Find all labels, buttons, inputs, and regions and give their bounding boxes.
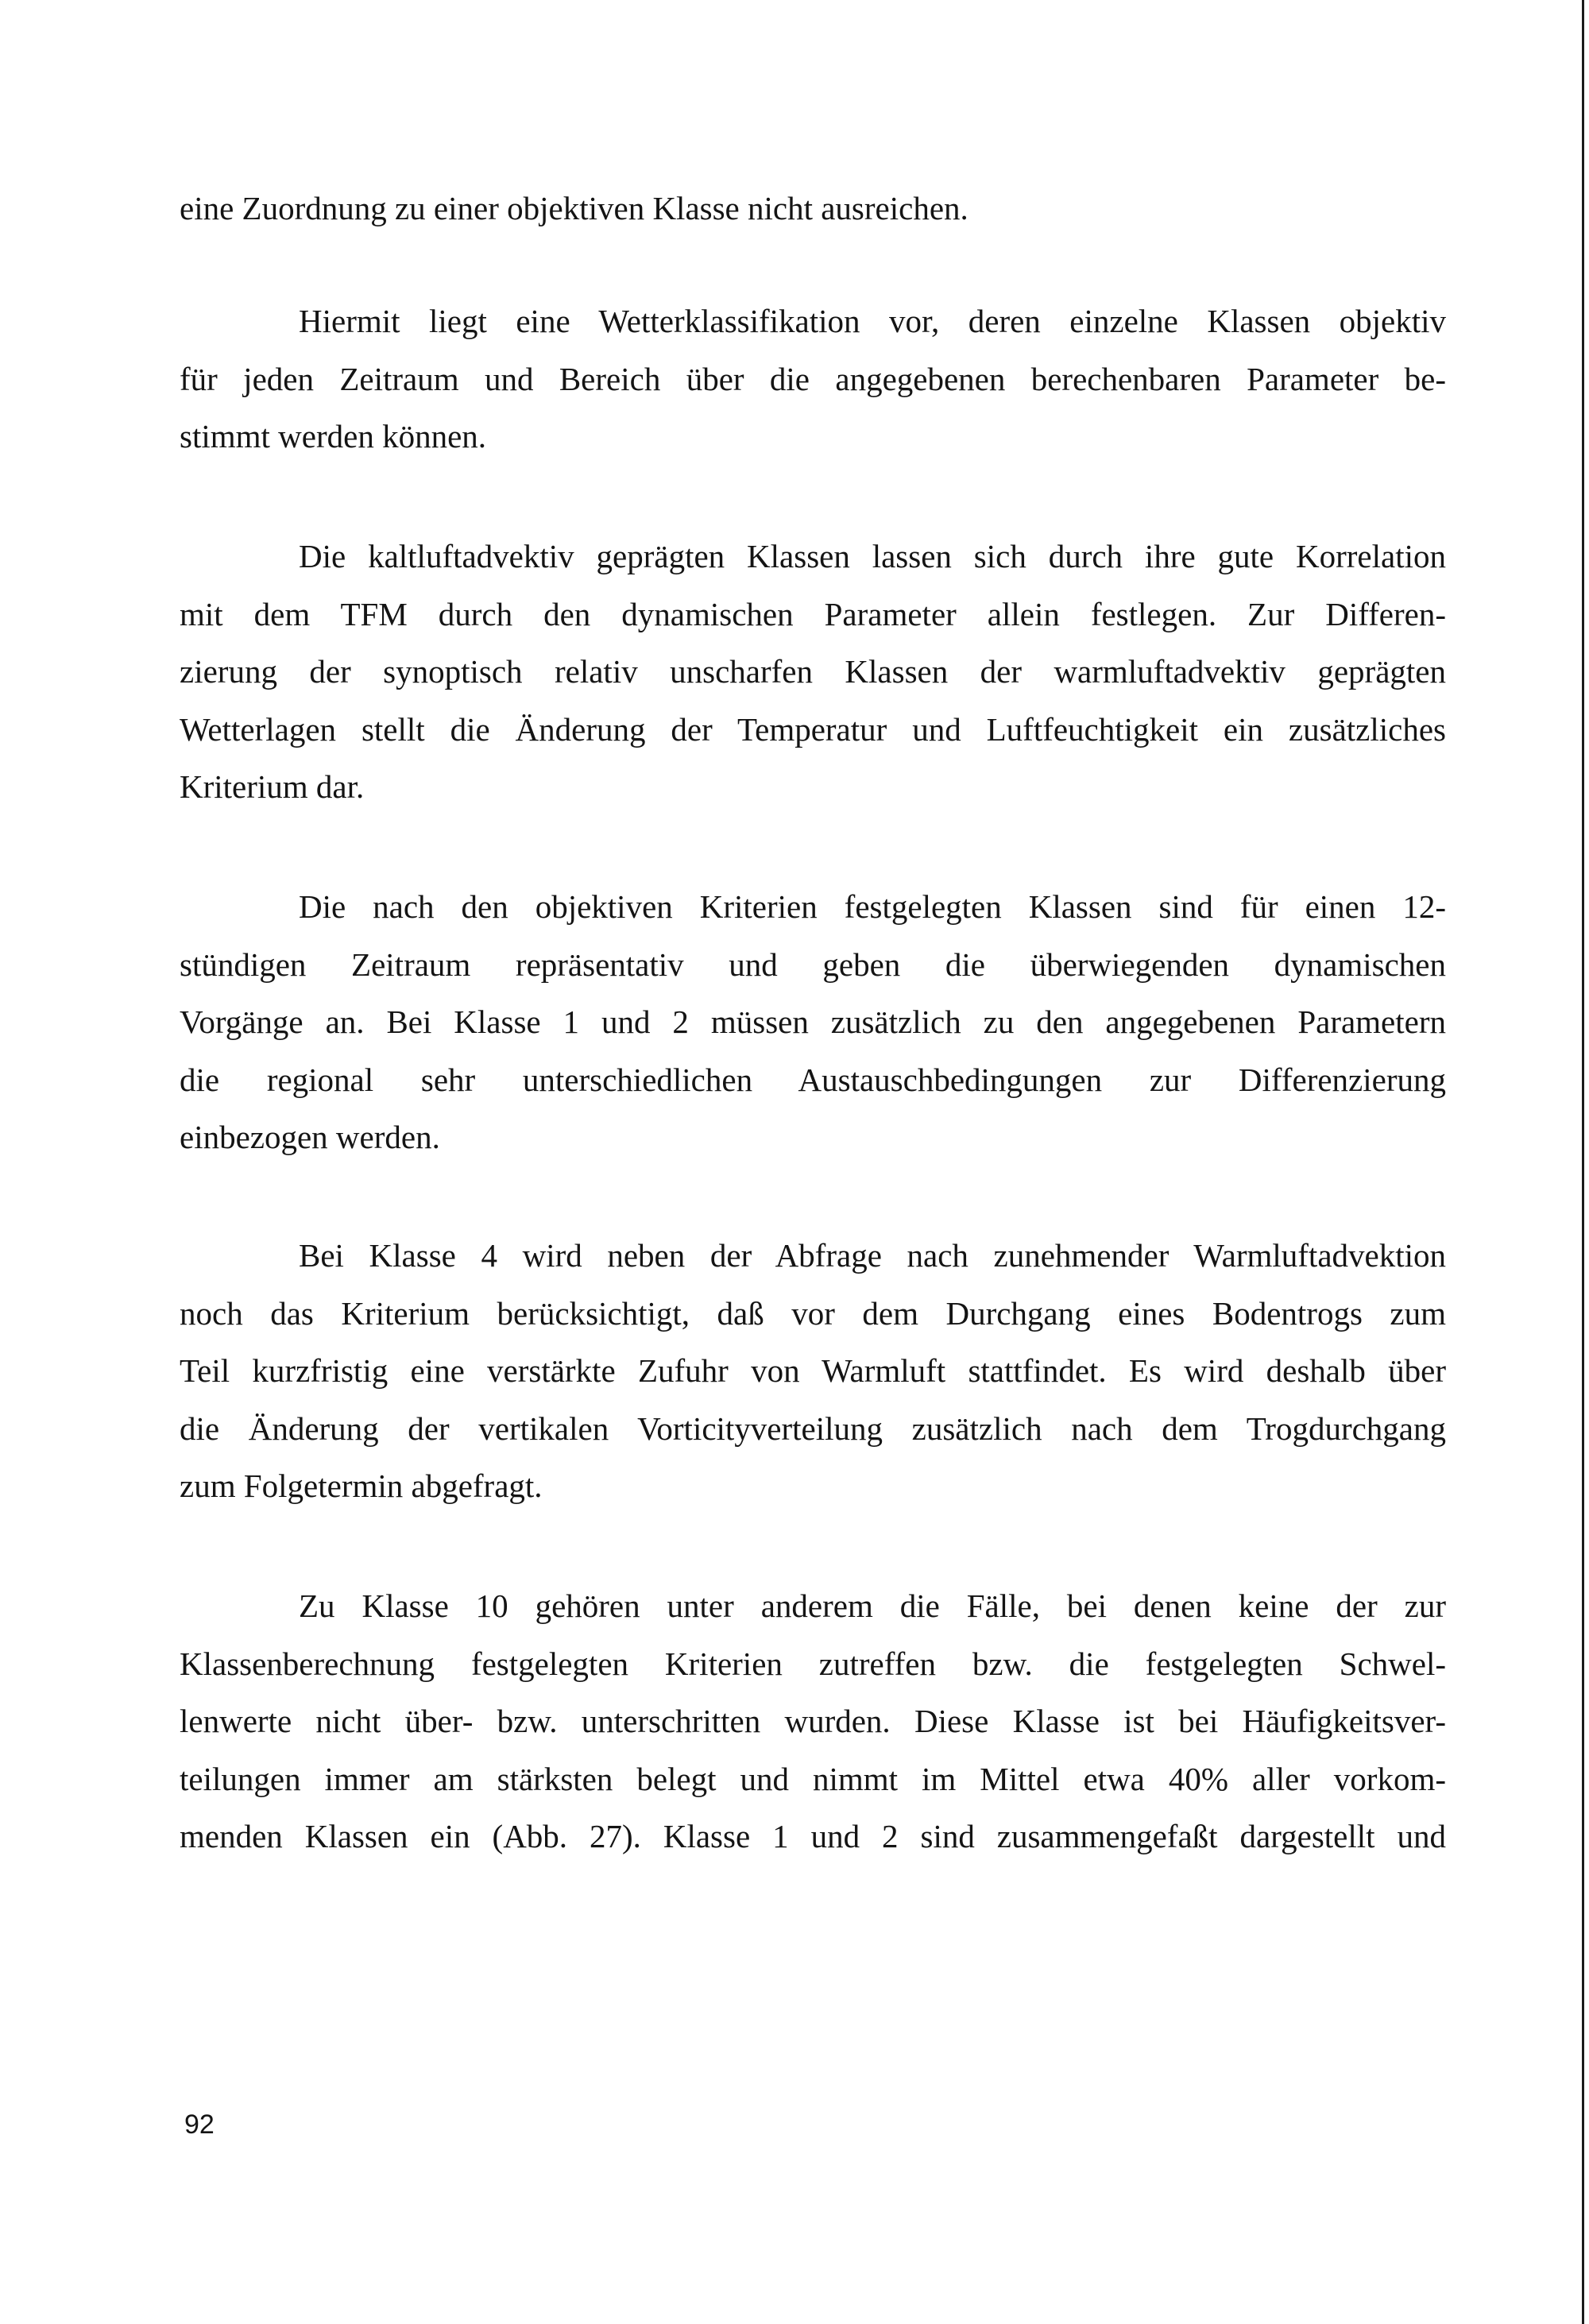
paragraph-classification — [180, 292, 1446, 466]
text-line: eine Zuordnung zu einer objektiven Klasse nicht ausreichen. — [180, 190, 968, 226]
paragraph-class-10 — [180, 1577, 1446, 1866]
text-line: die regional sehr unterschiedlichen Austauschbedingungen zur Differenzierung — [180, 1061, 1446, 1098]
text-line: stimmt werden können. — [180, 418, 487, 454]
text-line: zum Folgetermin abgefragt. — [180, 1467, 543, 1504]
text-line: Wetterlagen stellt die Änderung der Temperatur und Luftfeuchtigkeit ein zusätzliches — [180, 710, 1446, 748]
text-line: Hiermit liegt eine Wetterklassifikation vor, deren einzelne Klassen objektiv — [299, 303, 1446, 339]
text-line: für jeden Zeitraum und Bereich über die angegebenen berechenbaren Parameter be- — [180, 360, 1446, 397]
text-line: Vorgänge an. Bei Klasse 1 und 2 müssen zusätzlich zu den angegebenen Parametern — [180, 1003, 1446, 1040]
text-line: teilungen immer am stärksten belegt und nimmt im Mittel etwa 40% aller vorkom- — [180, 1760, 1446, 1797]
text-line: noch das Kriterium berücksichtigt, daß vor dem Durchgang eines Bodentrogs zum — [180, 1294, 1446, 1332]
paragraph-class-4 — [180, 1227, 1446, 1515]
text-line: Die nach den objektiven Kriterien festgelegten Klassen sind für einen 12- — [299, 888, 1446, 925]
text-line: die Änderung der vertikalen Vorticityverteilung zusätzlich nach dem Trogdurchgang — [180, 1409, 1446, 1447]
text-line: Die kaltluftadvektiv geprägten Klassen lassen sich durch ihre gute Korrelation — [299, 538, 1446, 574]
text-line: einbezogen werden. — [180, 1119, 440, 1155]
page-number: 92 — [184, 2109, 215, 2140]
text-line: Klassenberechnung festgelegten Kriterien zutreffen bzw. die festgelegten Schwel- — [180, 1645, 1446, 1682]
paragraph-objective-criteria — [180, 878, 1446, 1166]
text-line: Bei Klasse 4 wird neben der Abfrage nach zunehmender Warmluftadvektion — [299, 1237, 1446, 1274]
page-edge-line — [1582, 0, 1584, 2324]
paragraph-cold-air-classes — [180, 528, 1446, 816]
text-line: menden Klassen ein (Abb. 27). Klasse 1 und 2 sind zusammengefaßt dargestellt und — [180, 1818, 1446, 1854]
text-line: Kriterium dar. — [180, 768, 365, 805]
text-line: zierung der synoptisch relativ unscharfen Klassen der warmluftadvektiv geprägten — [180, 653, 1446, 690]
text-line: Zu Klasse 10 gehören unter anderem die Fälle, bei denen keine der zur — [299, 1587, 1446, 1624]
text-line: Teil kurzfristig eine verstärkte Zufuhr von Warmluft stattfindet. Es wird deshalb über — [180, 1352, 1446, 1389]
text-line: mit dem TFM durch den dynamischen Parameter allein festlegen. Zur Differen- — [180, 595, 1446, 632]
paragraph-continuation — [180, 180, 1446, 238]
text-line: lenwerte nicht über- bzw. unterschritten wurden. Diese Klasse ist bei Häufigkeitsver- — [180, 1703, 1446, 1739]
text-line: stündigen Zeitraum repräsentativ und geben die überwiegenden dynamischen — [180, 945, 1446, 983]
